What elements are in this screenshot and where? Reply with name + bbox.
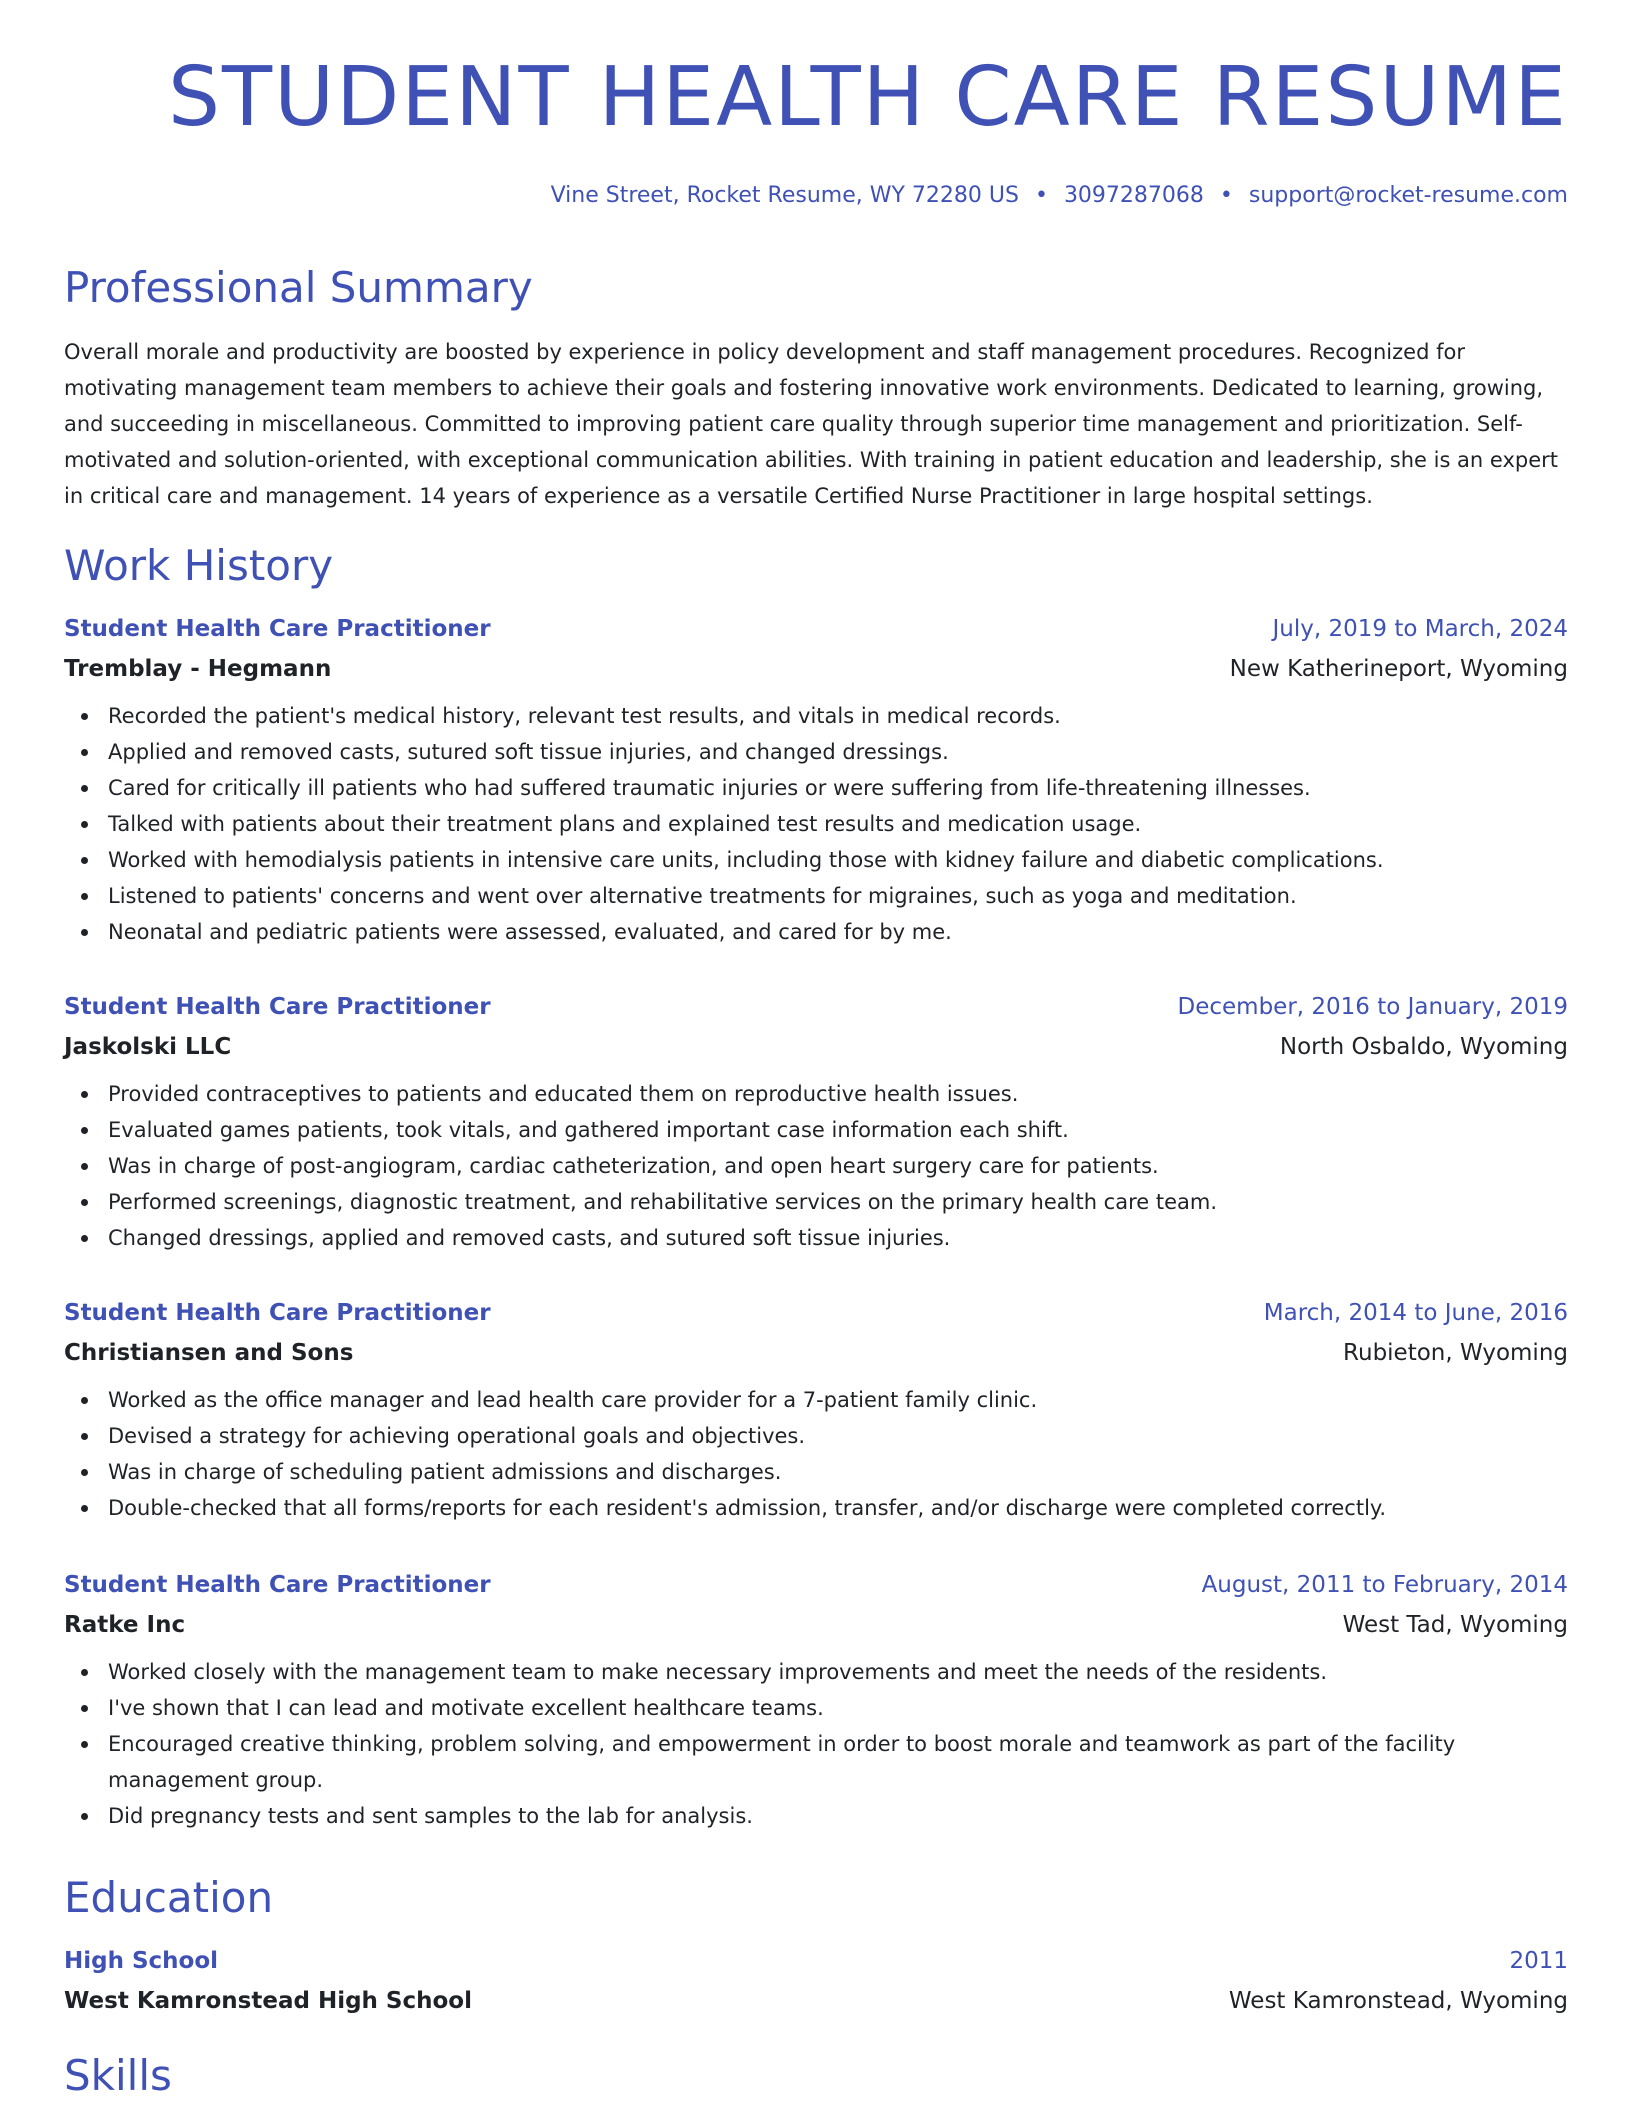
job-bullet: Talked with patients about their treatment plans and explained test results and medication usage. bbox=[108, 806, 1568, 842]
contact-line bbox=[551, 180, 1568, 212]
job-bullet: Did pregnancy tests and sent samples to the lab for analysis. bbox=[108, 1798, 1568, 1834]
job-entry bbox=[64, 612, 1568, 950]
job-bullet: Neonatal and pediatric patients were assessed, evaluated, and cared for by me. bbox=[108, 914, 1568, 950]
job-title: Student Health Care Practitioner bbox=[64, 994, 491, 1020]
job-entry bbox=[64, 990, 1568, 1256]
job-bullet: Was in charge of post-angiogram, cardiac catheterization, and open heart surgery care for patients. bbox=[108, 1148, 1568, 1184]
contact-email[interactable]: support@rocket-resume.com bbox=[1248, 183, 1568, 208]
job-bullet-list bbox=[64, 698, 1568, 950]
contact-separator: • bbox=[1034, 183, 1048, 208]
job-bullet: Provided contraceptives to patients and educated them on reproductive health issues. bbox=[108, 1076, 1568, 1112]
job-bullet: Changed dressings, applied and removed casts, and sutured soft tissue injuries. bbox=[108, 1220, 1568, 1256]
contact-separator: • bbox=[1219, 183, 1233, 208]
job-location: Rubieton, Wyoming bbox=[1343, 1340, 1568, 1366]
job-bullet: Worked closely with the management team to make necessary improvements and meet the needs of the residents. bbox=[108, 1654, 1568, 1690]
job-bullet: Was in charge of scheduling patient admissions and discharges. bbox=[108, 1454, 1568, 1490]
job-bullet: I've shown that I can lead and motivate excellent healthcare teams. bbox=[108, 1690, 1568, 1726]
job-bullet: Performed screenings, diagnostic treatment, and rehabilitative services on the primary health care team. bbox=[108, 1184, 1568, 1220]
job-bullet: Worked as the office manager and lead health care provider for a 7-patient family clinic. bbox=[108, 1382, 1568, 1418]
job-title: Student Health Care Practitioner bbox=[64, 616, 491, 642]
job-bullet: Worked with hemodialysis patients in intensive care units, including those with kidney failure and diabetic complications. bbox=[108, 842, 1568, 878]
job-dates: December, 2016 to January, 2019 bbox=[1177, 994, 1568, 1020]
skills-heading: Skills bbox=[64, 2051, 172, 2100]
contact-phone: 3097287068 bbox=[1063, 183, 1204, 208]
job-bullet-list bbox=[64, 1654, 1568, 1834]
job-location: North Osbaldo, Wyoming bbox=[1279, 1034, 1568, 1060]
job-entry bbox=[64, 1568, 1568, 1834]
job-company: Jaskolski LLC bbox=[64, 1034, 232, 1060]
job-dates: August, 2011 to February, 2014 bbox=[1201, 1572, 1568, 1598]
education-location: West Kamronstead, Wyoming bbox=[1228, 1988, 1568, 2014]
job-location: West Tad, Wyoming bbox=[1342, 1612, 1568, 1638]
summary-text: Overall morale and productivity are boosted by experience in policy development and staff management procedures. Recognized for motivating management team members to achieve their goals and fostering innovative work environments. Dedicated to learning, growing, and succeeding in miscellaneous. Committed to improving patient care quality through superior time management and prioritization. Self-motivated and solution-oriented, with exceptional communication abilities. With training in patient education and leadership, she is an expert in critical care and management. 14 years of experience as a versatile Certified Nurse Practitioner in large hospital settings. bbox=[64, 340, 1559, 508]
job-bullet: Devised a strategy for achieving operational goals and objectives. bbox=[108, 1418, 1568, 1454]
education-entry bbox=[64, 1944, 1568, 2022]
education-school: West Kamronstead High School bbox=[64, 1988, 472, 2014]
resume-title: STUDENT HEALTH CARE RESUME bbox=[168, 50, 1568, 145]
job-title: Student Health Care Practitioner bbox=[64, 1300, 491, 1326]
job-bullet-list bbox=[64, 1076, 1568, 1256]
job-dates: March, 2014 to June, 2016 bbox=[1263, 1300, 1568, 1326]
job-bullet-list bbox=[64, 1382, 1568, 1526]
job-bullet: Applied and removed casts, sutured soft tissue injuries, and changed dressings. bbox=[108, 734, 1568, 770]
job-company: Christiansen and Sons bbox=[64, 1340, 354, 1366]
job-company: Tremblay - Hegmann bbox=[64, 656, 332, 682]
education-degree: High School bbox=[64, 1948, 219, 1974]
contact-address: Vine Street, Rocket Resume, WY 72280 US bbox=[550, 183, 1019, 208]
education-heading: Education bbox=[64, 1873, 274, 1922]
job-location: New Katherineport, Wyoming bbox=[1229, 656, 1568, 682]
job-bullet: Listened to patients' concerns and went over alternative treatments for migraines, such as yoga and meditation. bbox=[108, 878, 1568, 914]
work-history-heading: Work History bbox=[64, 541, 334, 590]
education-year: 2011 bbox=[1509, 1948, 1568, 1974]
job-bullet: Encouraged creative thinking, problem solving, and empowerment in order to boost morale and teamwork as part of the facility management group. bbox=[108, 1726, 1568, 1798]
job-bullet: Evaluated games patients, took vitals, and gathered important case information each shift. bbox=[108, 1112, 1568, 1148]
job-company: Ratke Inc bbox=[64, 1612, 186, 1638]
job-entry bbox=[64, 1296, 1568, 1526]
job-bullet: Cared for critically ill patients who had suffered traumatic injuries or were suffering from life-threatening illnesses. bbox=[108, 770, 1568, 806]
job-title: Student Health Care Practitioner bbox=[64, 1572, 491, 1598]
job-bullet: Recorded the patient's medical history, relevant test results, and vitals in medical records. bbox=[108, 698, 1568, 734]
summary-heading: Professional Summary bbox=[64, 263, 533, 312]
job-dates: July, 2019 to March, 2024 bbox=[1272, 616, 1568, 642]
job-bullet: Double-checked that all forms/reports for each resident's admission, transfer, and/or discharge were completed correctly. bbox=[108, 1490, 1568, 1526]
